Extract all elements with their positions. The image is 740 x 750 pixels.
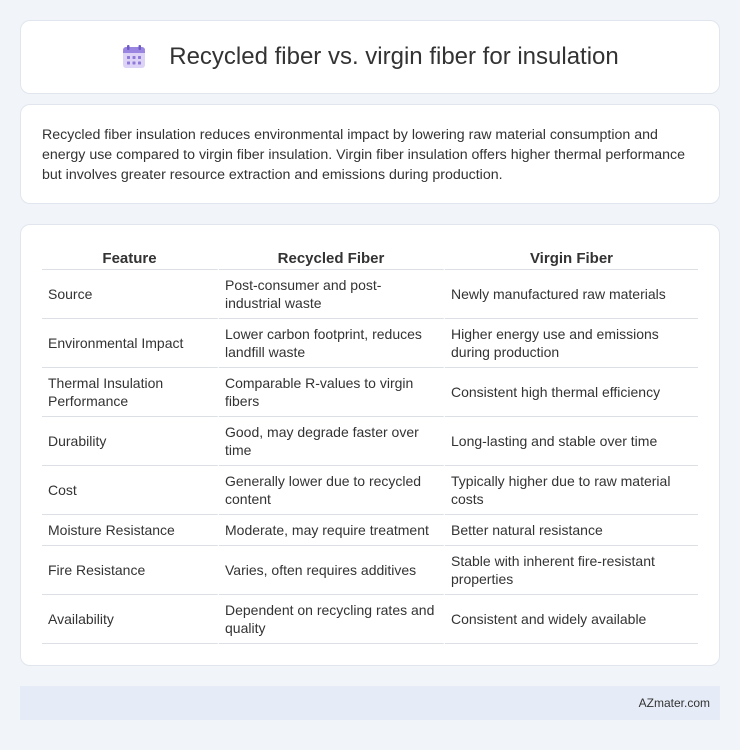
- table-row: [42, 515, 698, 546]
- comparison-table-card: [20, 224, 720, 666]
- virgin-cell: Higher energy use and emissions during production: [445, 319, 698, 368]
- table-row: [42, 270, 698, 319]
- virgin-cell: Consistent high thermal efficiency: [445, 368, 698, 417]
- recycled-cell: Post-consumer and post-industrial waste: [219, 270, 445, 319]
- feature-cell: Moisture Resistance: [42, 515, 219, 546]
- comparison-table: [42, 244, 698, 644]
- feature-cell: Durability: [42, 417, 219, 466]
- table-row: [42, 595, 698, 644]
- virgin-cell: Newly manufactured raw materials: [445, 270, 698, 319]
- recycled-cell: Lower carbon footprint, reduces landfill waste: [219, 319, 445, 368]
- feature-cell: Environmental Impact: [42, 319, 219, 368]
- table-row: [42, 466, 698, 515]
- feature-cell: Fire Resistance: [42, 546, 219, 595]
- table-row: [42, 368, 698, 417]
- calendar-icon: [121, 44, 147, 70]
- recycled-cell: Generally lower due to recycled content: [219, 466, 445, 515]
- recycled-cell: Dependent on recycling rates and quality: [219, 595, 445, 644]
- footer-bar: [20, 686, 720, 720]
- header-virgin-fiber: Virgin Fiber: [445, 244, 698, 270]
- header-feature: Feature: [42, 244, 219, 270]
- virgin-cell: Consistent and widely available: [445, 595, 698, 644]
- virgin-cell: Stable with inherent fire-resistant properties: [445, 546, 698, 595]
- title-card: [20, 20, 720, 94]
- recycled-cell: Comparable R-values to virgin fibers: [219, 368, 445, 417]
- header-recycled-fiber: Recycled Fiber: [219, 244, 445, 270]
- recycled-cell: Good, may degrade faster over time: [219, 417, 445, 466]
- virgin-cell: Better natural resistance: [445, 515, 698, 546]
- table-row: [42, 546, 698, 595]
- recycled-cell: Moderate, may require treatment: [219, 515, 445, 546]
- footer-brand: AZmater.com: [638, 696, 710, 710]
- title-wrap: [121, 43, 619, 71]
- feature-cell: Source: [42, 270, 219, 319]
- recycled-cell: Varies, often requires additives: [219, 546, 445, 595]
- feature-cell: Availability: [42, 595, 219, 644]
- summary-text: Recycled fiber insulation reduces environmental impact by lowering raw material consumption and energy use compared to virgin fiber insulation. Virgin fiber insulation offers higher thermal performance but involves greater resource extraction and emissions during production.: [42, 127, 685, 183]
- feature-cell: Thermal Insulation Performance: [42, 368, 219, 417]
- page-title: Recycled fiber vs. virgin fiber for insulation: [169, 43, 619, 70]
- virgin-cell: Typically higher due to raw material costs: [445, 466, 698, 515]
- table-header-row: [42, 244, 698, 270]
- summary-card: [20, 104, 720, 204]
- feature-cell: Cost: [42, 466, 219, 515]
- table-row: [42, 319, 698, 368]
- virgin-cell: Long-lasting and stable over time: [445, 417, 698, 466]
- table-row: [42, 417, 698, 466]
